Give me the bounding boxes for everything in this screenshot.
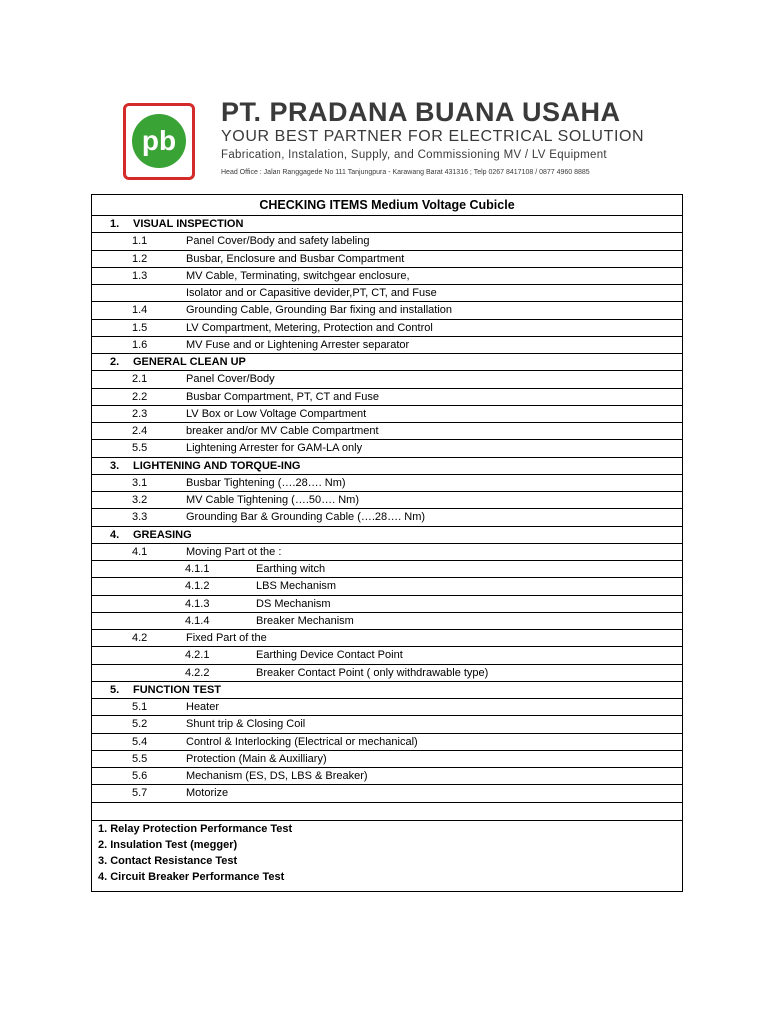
subitem-number: 4.2.1 (185, 649, 210, 662)
note-line: 3. Contact Resistance Test (98, 854, 238, 867)
subitem-number: 4.1.4 (185, 614, 210, 627)
item-number: 2.4 (132, 425, 148, 437)
company-name: PT. PRADANA BUANA USAHA (221, 97, 621, 127)
section-row (92, 682, 682, 699)
item-row (92, 320, 682, 337)
item-text: breaker and/or MV Cable Compartment (186, 425, 379, 437)
item-row (92, 389, 682, 406)
item-number: 2.1 (132, 373, 148, 386)
item-row (92, 768, 682, 785)
item-text: Isolator and or Capasitive devider,PT, CT, and Fuse (186, 287, 437, 299)
item-row (92, 699, 682, 716)
subitem-row (92, 647, 682, 664)
subitem-number: 4.2.2 (185, 666, 210, 679)
checklist-table (91, 194, 683, 892)
item-number: 1.1 (132, 235, 148, 248)
item-row (92, 509, 682, 526)
subitem-text: Breaker Contact Point ( only withdrawable type) (256, 666, 489, 679)
section-row (92, 527, 682, 544)
company-logo (123, 103, 195, 180)
item-number: 4.1 (132, 545, 148, 558)
item-number: 2.3 (132, 407, 148, 420)
subitem-row (92, 561, 682, 578)
subitem-text: DS Mechanism (256, 597, 331, 610)
subitem-number: 4.1.2 (185, 580, 210, 593)
section-number: 2. (110, 356, 120, 368)
note-line: 4. Circuit Breaker Performance Test (98, 870, 285, 883)
company-tagline: YOUR BEST PARTNER FOR ELECTRICAL SOLUTION (221, 128, 645, 145)
item-number: 5.7 (132, 787, 148, 800)
item-text: MV Fuse and or Lightening Arrester separator (186, 338, 410, 351)
item-number: 4.2 (132, 632, 148, 644)
item-row (92, 440, 682, 457)
item-text: Fixed Part of the (186, 632, 267, 644)
item-text: Lightening Arrester for GAM-LA only (186, 442, 363, 455)
item-text: Protection (Main & Auxilliary) (186, 752, 327, 765)
section-number: 5. (110, 683, 120, 696)
checklist-rows (92, 216, 682, 821)
item-text: Heater (186, 701, 220, 713)
subitem-number: 4.1.1 (185, 563, 210, 575)
item-text: MV Cable, Terminating, switchgear enclosure, (186, 269, 410, 282)
item-row (92, 716, 682, 733)
item-text: Grounding Cable, Grounding Bar fixing and installation (186, 304, 452, 317)
item-number: 5.4 (132, 735, 148, 748)
item-row (92, 475, 682, 492)
subitem-row (92, 578, 682, 595)
item-text: Panel Cover/Body (186, 373, 275, 386)
section-row (92, 216, 682, 233)
company-services: Fabrication, Instalation, Supply, and Commissioning MV / LV Equipment (221, 149, 607, 161)
pb-logo-icon (126, 106, 192, 177)
subitem-row (92, 613, 682, 630)
section-label: GENERAL CLEAN UP (133, 356, 246, 368)
item-text: LV Box or Low Voltage Compartment (186, 407, 367, 420)
subitem-row (92, 596, 682, 613)
item-text: Shunt trip & Closing Coil (186, 718, 306, 731)
item-number: 1.4 (132, 304, 148, 317)
item-text: Mechanism (ES, DS, LBS & Breaker) (186, 770, 368, 782)
item-number: 5.2 (132, 718, 148, 731)
section-row (92, 354, 682, 371)
item-row (92, 544, 682, 561)
subitem-text: Breaker Mechanism (256, 614, 354, 627)
item-row-continued (92, 285, 682, 302)
item-number: 3.1 (132, 476, 148, 489)
item-text: Motorize (186, 787, 229, 800)
item-number: 5.5 (132, 442, 148, 455)
section-number: 4. (110, 528, 120, 541)
item-row (92, 406, 682, 423)
item-row (92, 423, 682, 440)
item-text: Busbar Tightening (….28…. Nm) (186, 476, 346, 489)
subitem-text: Earthing witch (256, 563, 326, 575)
section-label: FUNCTION TEST (133, 683, 221, 696)
item-row (92, 751, 682, 768)
item-text: LV Compartment, Metering, Protection and Control (186, 321, 433, 334)
item-number: 1.2 (132, 252, 148, 265)
letterhead (0, 0, 768, 190)
head-office-address: Head Office : Jalan Ranggagede No 111 Tanjungpura - Karawang Barat 431316 ; Telp 0267 8417108 / 0877 4960 8885 (221, 169, 590, 176)
item-row (92, 302, 682, 319)
item-row (92, 371, 682, 388)
item-text: Moving Part ot the : (186, 545, 282, 558)
item-row (92, 251, 682, 268)
section-label: VISUAL INSPECTION (133, 218, 244, 230)
item-text: MV Cable Tightening (….50…. Nm) (186, 494, 360, 506)
additional-tests-notes (92, 821, 682, 885)
item-row (92, 734, 682, 751)
item-number: 3.3 (132, 511, 148, 524)
subitem-number: 4.1.3 (185, 597, 210, 610)
item-number: 5.6 (132, 770, 148, 782)
logo-text: pb (141, 125, 177, 156)
item-row (92, 492, 682, 509)
section-row (92, 458, 682, 475)
section-label: LIGHTENING AND TORQUE-ING (133, 459, 301, 472)
item-text: Panel Cover/Body and safety labeling (186, 235, 370, 248)
item-number: 1.5 (132, 321, 148, 334)
blank-row (92, 803, 682, 821)
item-row (92, 268, 682, 285)
item-number: 5.1 (132, 701, 148, 713)
item-row (92, 630, 682, 647)
note-line: 1. Relay Protection Performance Test (98, 822, 293, 835)
section-number: 1. (110, 218, 120, 230)
note-line: 2. Insulation Test (megger) (98, 838, 238, 851)
section-label: GREASING (133, 528, 192, 541)
item-text: Control & Interlocking (Electrical or mechanical) (186, 735, 418, 748)
checklist-title: CHECKING ITEMS Medium Voltage Cubicle (92, 195, 682, 216)
item-number: 3.2 (132, 494, 148, 506)
item-number: 1.6 (132, 338, 148, 351)
subitem-text: LBS Mechanism (256, 580, 337, 593)
item-row (92, 785, 682, 802)
item-number: 5.5 (132, 752, 148, 765)
item-text: Grounding Bar & Grounding Cable (….28…. Nm) (186, 511, 426, 524)
item-text: Busbar, Enclosure and Busbar Compartment (186, 252, 405, 265)
item-row (92, 337, 682, 354)
item-row (92, 233, 682, 250)
item-text: Busbar Compartment, PT, CT and Fuse (186, 390, 379, 403)
item-number: 1.3 (132, 269, 148, 282)
section-number: 3. (110, 459, 120, 472)
subitem-row (92, 665, 682, 682)
item-number: 2.2 (132, 390, 148, 403)
subitem-text: Earthing Device Contact Point (256, 649, 403, 662)
